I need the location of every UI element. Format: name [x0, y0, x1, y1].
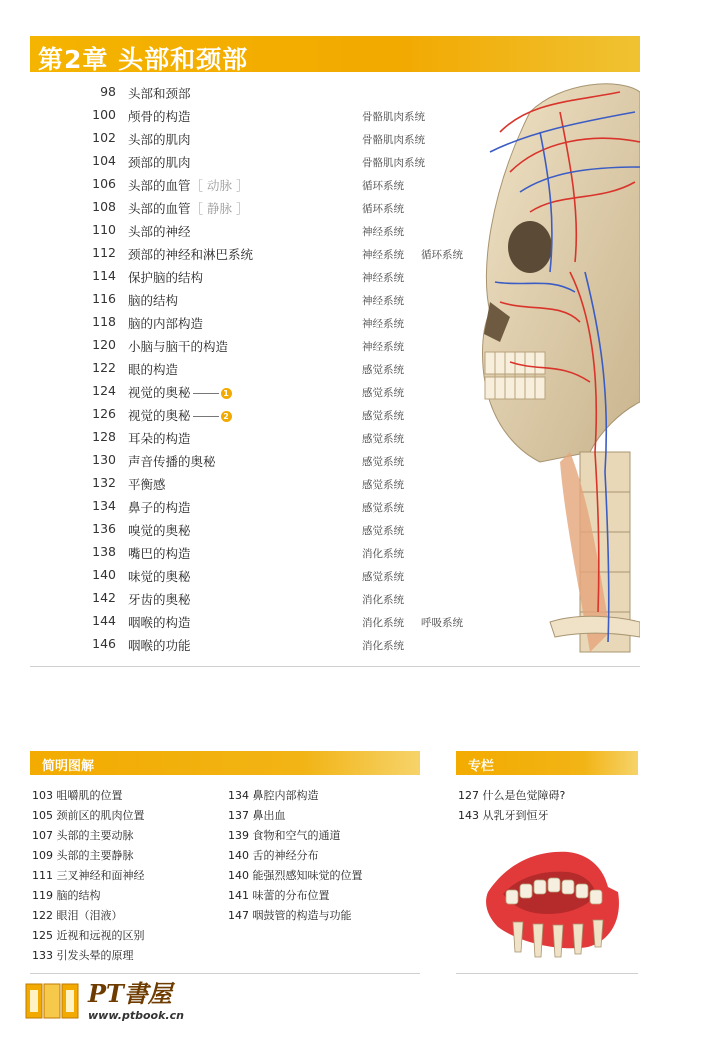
toc-title: 脑的结构 [128, 293, 179, 308]
system-label: 神经系统 [362, 249, 404, 261]
list-item[interactable]: 134 鼻腔内部构造 [228, 789, 319, 802]
page-number: 140 [92, 567, 116, 582]
toc-title: 头部的肌肉 [128, 132, 191, 147]
page-number: 126 [92, 406, 116, 421]
toc-title-text: 视觉的奥秘 [128, 408, 191, 423]
system-label: 神经系统 [362, 226, 404, 238]
page-number: 136 [92, 521, 116, 536]
system-label: 感觉系统 [362, 410, 404, 422]
page-number: 132 [92, 475, 116, 490]
toc-title: 耳朵的构造 [128, 431, 191, 446]
page-number: 128 [92, 429, 116, 444]
toc-title: 鼻子的构造 [128, 500, 191, 515]
toc-title: 咽喉的构造 [128, 615, 191, 630]
list-item[interactable]: 119 脑的结构 [32, 889, 101, 902]
page-number: 112 [92, 245, 116, 260]
list-item[interactable]: 105 颈前区的肌肉位置 [32, 809, 145, 822]
column-box-title: 专栏 [468, 759, 495, 774]
page-number: 124 [92, 383, 116, 398]
toc-title: 平衡感 [128, 477, 166, 492]
toc-title-text: 头部的血管 [128, 178, 191, 193]
page-number: 106 [92, 176, 116, 191]
page-number: 104 [92, 153, 116, 168]
list-item[interactable]: 140 舌的神经分布 [228, 849, 319, 862]
toc-title: 颈部的神经和淋巴系统 [128, 247, 254, 262]
page-number: 134 [92, 498, 116, 513]
dash-line [193, 416, 219, 417]
system-label-2: 循环系统 [421, 249, 463, 261]
system-label: 消化系统 [362, 594, 404, 606]
toc-title [128, 176, 248, 194]
toc-title: 颈部的肌肉 [128, 155, 191, 170]
toc-title [128, 383, 232, 401]
system-label: 感觉系统 [362, 364, 404, 376]
system-label: 骨骼肌肉系统 [362, 157, 425, 169]
part-number-badge: 1 [221, 388, 232, 399]
list-item[interactable]: 127 什么是色觉障碍? [458, 789, 566, 802]
page-number: 142 [92, 590, 116, 605]
page-number: 122 [92, 360, 116, 375]
toc-title [128, 199, 248, 217]
system-label: 神经系统 [362, 341, 404, 353]
system-label: 神经系统 [362, 295, 404, 307]
toc-title: 脑的内部构造 [128, 316, 204, 331]
list-item[interactable]: 137 鼻出血 [228, 809, 286, 822]
page-number: 102 [92, 130, 116, 145]
page-number: 146 [92, 636, 116, 651]
part-number-badge: 2 [221, 411, 232, 422]
section-divider [30, 666, 640, 667]
toc-title: 嗅觉的奥秘 [128, 523, 191, 538]
toc-bracket: ［ 动脉 ］ [190, 178, 249, 193]
system-label: 循环系统 [362, 203, 404, 215]
page-number: 116 [92, 291, 116, 306]
system-label: 神经系统 [362, 318, 404, 330]
chapter-title: 第2章 头部和颈部 [38, 45, 249, 74]
system-label: 感觉系统 [362, 525, 404, 537]
system-label: 感觉系统 [362, 479, 404, 491]
chapter-header-bar [30, 36, 640, 72]
watermark-name: PT書屋 [88, 979, 172, 1008]
toc-title: 味觉的奥秘 [128, 569, 191, 584]
list-item[interactable]: 109 头部的主要静脉 [32, 849, 134, 862]
system-label: 感觉系统 [362, 456, 404, 468]
list-item[interactable]: 147 咽鼓管的构造与功能 [228, 909, 352, 922]
toc-title: 头部和颈部 [128, 86, 191, 101]
column-box-bottom-line [456, 973, 638, 974]
toc-title: 头部的神经 [128, 224, 191, 239]
page-number: 138 [92, 544, 116, 559]
list-item[interactable]: 141 味蕾的分布位置 [228, 889, 330, 902]
page-number: 108 [92, 199, 116, 214]
toc-title: 颅骨的构造 [128, 109, 191, 124]
system-label: 感觉系统 [362, 571, 404, 583]
page-number: 114 [92, 268, 116, 283]
system-label: 循环系统 [362, 180, 404, 192]
list-item[interactable]: 103 咀嚼肌的位置 [32, 789, 123, 802]
book-logo-icon [24, 978, 80, 1022]
page-number: 120 [92, 337, 116, 352]
page-number: 98 [100, 84, 116, 99]
teeth-illustration [478, 832, 638, 967]
system-label-2: 呼吸系统 [421, 617, 463, 629]
toc-title: 咽喉的功能 [128, 638, 191, 653]
column-box-header [456, 751, 638, 775]
system-label: 消化系统 [362, 617, 404, 629]
diagram-box-header [30, 751, 420, 775]
system-label: 骨骼肌肉系统 [362, 111, 425, 123]
system-label: 感觉系统 [362, 387, 404, 399]
watermark-url[interactable]: www.ptbook.cn [88, 1009, 184, 1022]
system-label: 神经系统 [362, 272, 404, 284]
system-label: 消化系统 [362, 640, 404, 652]
list-item[interactable]: 143 从乳牙到恒牙 [458, 809, 549, 822]
page-number: 118 [92, 314, 116, 329]
page-number: 100 [92, 107, 116, 122]
list-item[interactable]: 133 引发头晕的原理 [32, 949, 134, 962]
page-number: 144 [92, 613, 116, 628]
diagram-box-title: 简明图解 [42, 759, 95, 774]
toc-title: 嘴巴的构造 [128, 546, 191, 561]
page-number: 130 [92, 452, 116, 467]
list-item[interactable]: 111 三叉神经和面神经 [32, 869, 145, 882]
dash-line [193, 393, 219, 394]
toc-bracket: ［ 静脉 ］ [190, 201, 249, 216]
list-item[interactable]: 122 眼泪（泪液） [32, 909, 123, 922]
toc-title [128, 406, 232, 424]
list-item[interactable]: 125 近视和远视的区别 [32, 929, 145, 942]
system-label: 消化系统 [362, 548, 404, 560]
page-number: 110 [92, 222, 116, 237]
toc-title-text: 头部的血管 [128, 201, 191, 216]
toc-title: 小脑与脑干的构造 [128, 339, 229, 354]
system-label: 感觉系统 [362, 433, 404, 445]
toc-title-text: 视觉的奥秘 [128, 385, 191, 400]
toc-title: 保护脑的结构 [128, 270, 204, 285]
toc-title: 眼的构造 [128, 362, 179, 377]
list-item[interactable]: 140 能强烈感知味觉的位置 [228, 869, 363, 882]
head-anatomy-illustration [470, 72, 640, 667]
toc-title: 牙齿的奥秘 [128, 592, 191, 607]
list-item[interactable]: 107 头部的主要动脉 [32, 829, 134, 842]
list-item[interactable]: 139 食物和空气的通道 [228, 829, 341, 842]
toc-title: 声音传播的奥秘 [128, 454, 216, 469]
system-label: 骨骼肌肉系统 [362, 134, 425, 146]
system-label: 感觉系统 [362, 502, 404, 514]
